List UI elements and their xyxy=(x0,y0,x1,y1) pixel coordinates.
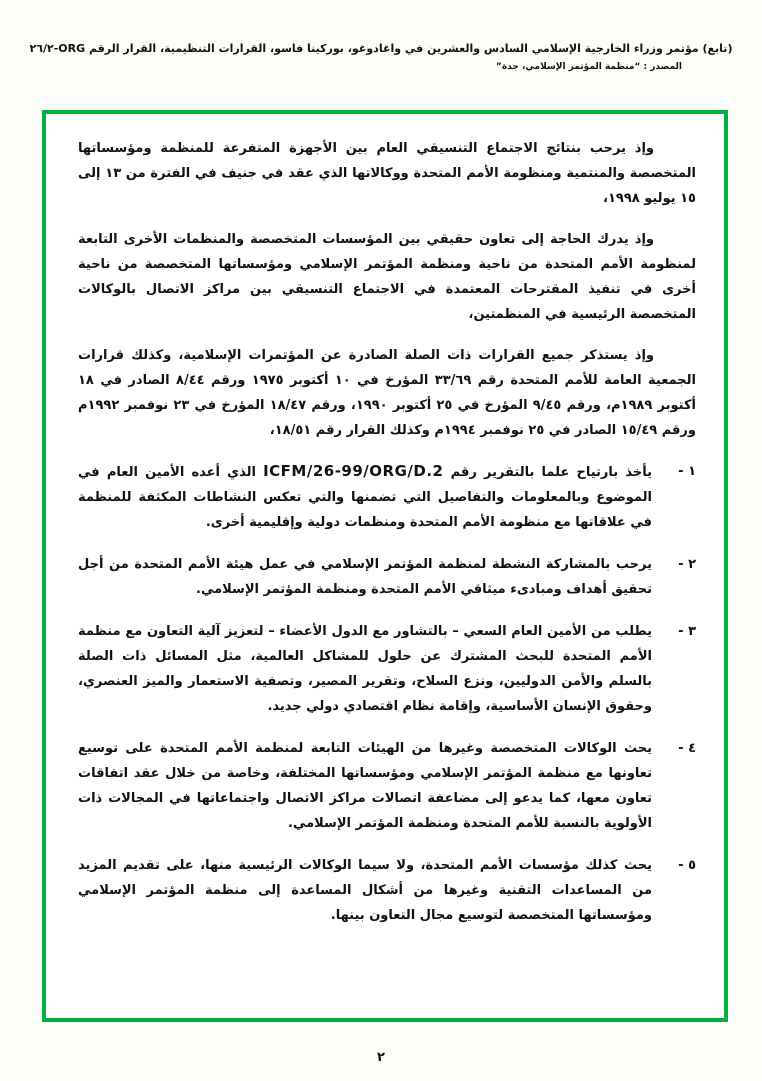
preamble-paragraph-1: وإذ يرحب بنتائج الاجتماع التنسيقي العام بين الأجهزة المتفرعة للمنظمة ومؤسساتها المتخصصة والمنتمية ومنظومة الأمم المتحدة ووكالاتها الذي عقد في جنيف في الفترة من ١٣ إلى ١٥ يوليو ١٩٩٨، xyxy=(78,141,696,206)
item-text-4: يحث الوكالات المتخصصة وغيرها من الهيئات التابعة لمنظمة الأمم المتحدة على توسيع تعاونها مع منظمة المؤتمر الإسلامي ومؤسساتها المختلفة، وخاصة من خلال عقد اتفاقات تعاون معها، كما يدعو إلى مضاعفة اتصالات مراكز الاتصال واجتماعاتها في المجالات ذات الأولوية بالنسبة للأمم المتحدة ومنظمة المؤتمر الإسلامي. xyxy=(78,741,652,831)
item-text-3: يطلب من الأمين العام السعي – بالتشاور مع الدول الأعضاء – لتعزيز آلية التعاون مع منظمة الأمم المتحدة للبحث المشترك عن حلول للمشاكل العالمية، مثل المسائل ذات الصلة بالسلم والأمن الدوليين، ونزع السلاح، وتقرير المصير، وتصفية الاستعمار والميز العنصري، وحقوق الإنسان الأساسية، وإقامة نظام اقتصادي دولي جديد. xyxy=(78,624,652,714)
item-number-3: ٣ - xyxy=(678,624,696,639)
item-1-text-before: يأخذ بارتياح علما بالتقرير رقم xyxy=(443,465,652,480)
resolution-item-5 xyxy=(78,853,696,928)
header-title: (تابع) مؤتمر وزراء الخارجية الإسلامي السادس والعشرين في واغادوغو، بوركينا فاسو، القرارات التنظيمية، القرار الرقم ORG-٢٦/٢ xyxy=(29,42,733,55)
preamble-paragraph-2: وإذ يدرك الحاجة إلى تعاون حقيقي بين المؤسسات المتخصصة والمنظمات الأخرى التابعة لمنظومة الأمم المتحدة من ناحية ومنظمة المؤتمر الإسلامي ومؤسساتها المتخصصة من ناحية أخرى في تنفيذ المقترحات المعتمدة في الاجتماع التنسيقي بين مراكز الاتصال بالوكالات المتخصصة الرئيسية في المنظمتين، xyxy=(78,232,696,322)
item-number-5: ٥ - xyxy=(678,858,696,873)
report-reference-code: ICFM/26-99/ORG/D.2 xyxy=(263,462,444,480)
page-number: ٢ xyxy=(377,1050,385,1065)
resolution-item-3 xyxy=(78,619,696,719)
item-number-4: ٤ - xyxy=(678,741,696,756)
item-text-5: يحث كذلك مؤسسات الأمم المتحدة، ولا سيما الوكالات الرئيسية منها، على تقديم المزيد من المساعدات التقنية وغيرها من أشكال المساعدة إلى منظمة المؤتمر الإسلامي ومؤسساتها المتخصصة لتوسيع مجال التعاون بينها. xyxy=(78,858,652,923)
item-1-text-after: الذي أعده الأمين العام في الموضوع وبالمعلومات والتفاصيل التي تضمنها والتي تعكس النشاطات المكثفة للمنظمة في علاقاتها مع منظومة الأمم المتحدة ومنظمات دولية وإقليمية أخرى. xyxy=(78,465,652,530)
resolution-body xyxy=(46,114,724,928)
preamble-paragraph-3: وإذ يستذكر جميع القرارات ذات الصلة الصادرة عن المؤتمرات الإسلامية، وكذلك قرارات الجمعية العامة للأمم المتحدة رقم ٣٣/٦٩ المؤرخ في ١٠ أكتوبر ١٩٧٥ ورقم ٨/٤٤ الصادر في ١٨ أكتوبر ١٩٨٩م، ورقم ٩/٤٥ المؤرخ في ٢٥ أكتوبر ١٩٩٠، ورقم ١٨/٤٧ المؤرخ في ٢٣ نوفمبر ١٩٩٢م ورقم ١٥/٤٩ الصادر في ٢٥ نوفمبر ١٩٩٤م وكذلك القرار رقم ١٨/٥١، xyxy=(78,348,696,438)
document-header xyxy=(14,42,748,72)
header-source: المصدر : “منظمة المؤتمر الإسلامي، جدة” xyxy=(495,62,682,72)
resolution-item-2 xyxy=(78,552,696,602)
item-number-2: ٢ - xyxy=(678,557,696,572)
item-number-1: ١ - xyxy=(678,464,696,479)
resolution-item-4 xyxy=(78,736,696,836)
item-text-1 xyxy=(78,459,652,535)
resolution-item-1 xyxy=(78,459,696,535)
content-frame xyxy=(42,110,728,1022)
item-text-2: يرحب بالمشاركة النشطة لمنظمة المؤتمر الإسلامي في عمل هيئة الأمم المتحدة من أجل تحقيق أهداف ومبادىء ميثاقي الأمم المتحدة ومنظمة المؤتمر الإسلامي. xyxy=(78,557,652,597)
